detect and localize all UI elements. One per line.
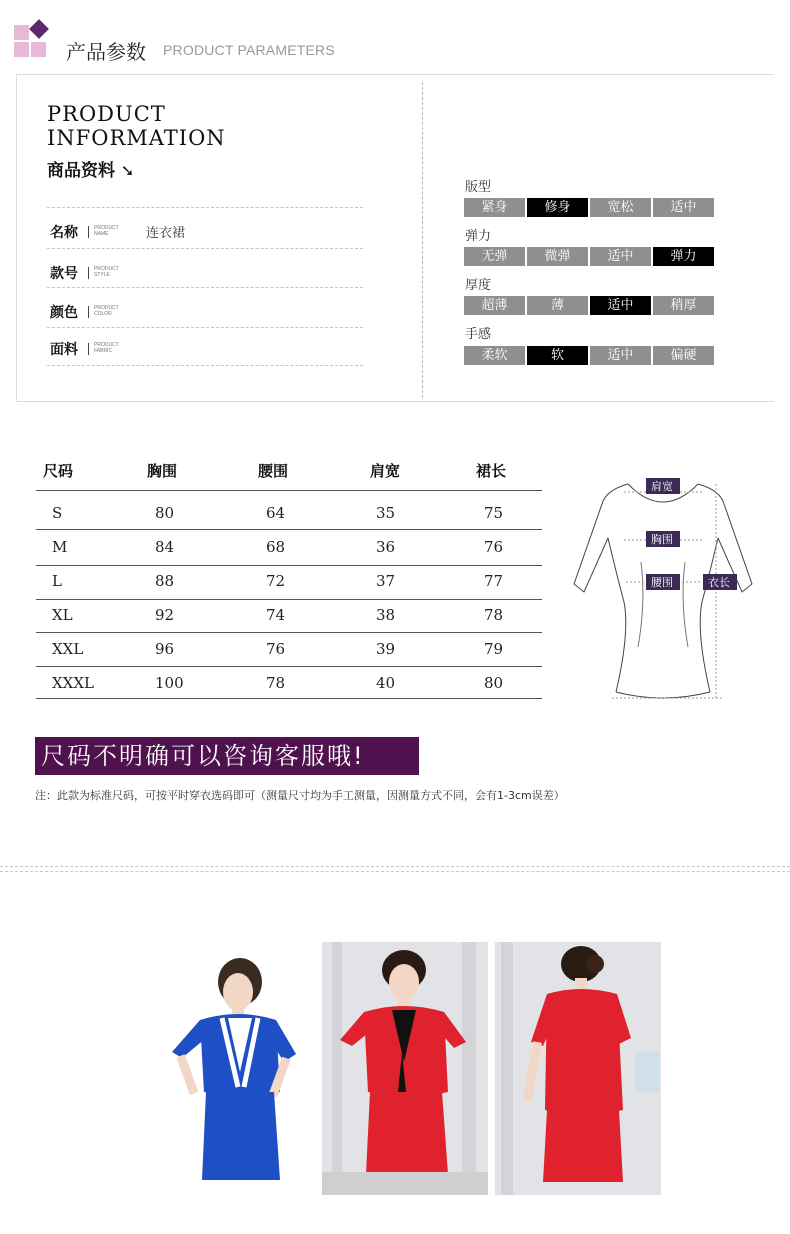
field-bar (88, 226, 89, 238)
field-label-fabric: 面料 (50, 342, 78, 358)
field-divider (47, 248, 363, 249)
attribute-scale (464, 346, 716, 365)
field-label-name: 名称 (50, 225, 78, 241)
measurement-cell: 78 (266, 674, 286, 692)
attribute-option-selected: 修身 (527, 198, 588, 217)
info-divider (422, 82, 423, 398)
size-note: 注：此款为标准尺码，可按平时穿衣选码即可（测量尺寸均为手工测量，因测量方式不同，会有1-3cm误差） (35, 789, 565, 802)
attribute-option: 超薄 (464, 296, 525, 315)
measurement-cell: 100 (155, 674, 184, 692)
product-photo-red-back (495, 942, 661, 1195)
info-title-line2: INFORMATION (47, 126, 226, 150)
attribute-option: 稍厚 (653, 296, 714, 315)
attribute-option: 适中 (653, 198, 714, 217)
table-rule (36, 698, 542, 699)
measurement-cell: 76 (484, 538, 504, 556)
attribute-scale (464, 247, 716, 266)
attribute-label: 厚度 (465, 278, 492, 293)
size-header: 胸围 (147, 462, 178, 480)
diagram-label-length: 衣长 (708, 576, 730, 589)
measurement-cell: 80 (155, 504, 175, 522)
table-rule (36, 632, 542, 633)
size-header: 肩宽 (370, 462, 401, 480)
field-en-style: PRODUCT STYLE (94, 266, 119, 278)
attribute-option-selected: 适中 (590, 296, 651, 315)
measurement-cell: 80 (484, 674, 504, 692)
measurement-cell: 78 (484, 606, 504, 624)
section-separator (0, 871, 790, 872)
attribute-option: 微弹 (527, 247, 588, 266)
attribute-option-selected: 弹力 (653, 247, 714, 266)
measurement-cell: 38 (376, 606, 396, 624)
field-bar (88, 267, 89, 279)
attribute-scale (464, 296, 716, 315)
field-label-style: 款号 (50, 266, 78, 282)
attribute-option: 紧身 (464, 198, 525, 217)
product-photo-red-front (322, 942, 488, 1195)
measurement-cell: 92 (155, 606, 175, 624)
measurement-cell: 37 (376, 572, 396, 590)
attribute-label: 版型 (465, 180, 492, 195)
measurement-cell: 72 (266, 572, 286, 590)
attribute-option: 适中 (590, 247, 651, 266)
diagram-label-waist: 腰围 (651, 576, 673, 589)
attribute-label: 弹力 (465, 229, 492, 244)
field-bar (88, 306, 89, 318)
table-rule (36, 565, 542, 566)
attribute-option-selected: 软 (527, 346, 588, 365)
table-rule (36, 599, 542, 600)
field-divider (47, 207, 363, 208)
attribute-option: 偏硬 (653, 346, 714, 365)
section-subtitle: PRODUCT PARAMETERS (163, 42, 335, 58)
info-title-cn: 商品资料 ➘ (47, 161, 135, 181)
attribute-option: 薄 (527, 296, 588, 315)
product-photo-blue (148, 942, 314, 1195)
size-header: 尺码 (43, 462, 74, 480)
size-cell: XL (52, 606, 73, 624)
measurement-cell: 88 (155, 572, 175, 590)
diagram-label-chest: 胸围 (651, 533, 673, 546)
measurement-cell: 75 (484, 504, 504, 522)
table-rule (36, 666, 542, 667)
section-separator (0, 866, 790, 867)
size-cell: L (52, 572, 62, 590)
size-help-banner: 尺码不明确可以咨询客服哦! (35, 737, 419, 775)
info-title-line1: PRODUCT (47, 102, 166, 126)
field-en-name: PRODUCT NAME (94, 225, 119, 237)
field-divider (47, 287, 363, 288)
measurement-cell: 84 (155, 538, 175, 556)
field-divider (47, 365, 363, 366)
arrow-down-right-icon: ➘ (120, 161, 135, 180)
size-header: 裙长 (476, 462, 507, 480)
size-cell: M (52, 538, 68, 556)
measurement-cell: 74 (266, 606, 286, 624)
attribute-label: 手感 (465, 327, 492, 342)
measurement-cell: 36 (376, 538, 396, 556)
dress-measurement-diagram (566, 472, 760, 704)
field-divider (47, 327, 363, 328)
attribute-option: 适中 (590, 346, 651, 365)
measurement-cell: 64 (266, 504, 286, 522)
attribute-option: 柔软 (464, 346, 525, 365)
field-en-color: PRODUCT COLOR (94, 305, 119, 317)
measurement-cell: 96 (155, 640, 175, 658)
attribute-option: 无弹 (464, 247, 525, 266)
field-label-color: 颜色 (50, 305, 78, 321)
diagram-label-shoulder: 肩宽 (651, 480, 673, 493)
measurement-cell: 40 (376, 674, 396, 692)
field-value-name: 连衣裙 (146, 226, 186, 241)
measurement-cell: 68 (266, 538, 286, 556)
field-en-fabric: PRODUCT FABRIC (94, 342, 119, 354)
measurement-cell: 77 (484, 572, 504, 590)
section-title: 产品参数 (66, 40, 146, 64)
measurement-cell: 35 (376, 504, 396, 522)
field-bar (88, 343, 89, 355)
attribute-option: 宽松 (590, 198, 651, 217)
measurement-cell: 76 (266, 640, 286, 658)
size-cell: XXL (52, 640, 84, 658)
size-header: 腰围 (258, 462, 289, 480)
attribute-scale (464, 198, 716, 217)
size-cell: S (52, 504, 63, 522)
measurement-cell: 39 (376, 640, 396, 658)
table-rule (36, 529, 542, 530)
size-cell: XXXL (52, 674, 94, 692)
table-rule (36, 490, 542, 491)
measurement-cell: 79 (484, 640, 504, 658)
